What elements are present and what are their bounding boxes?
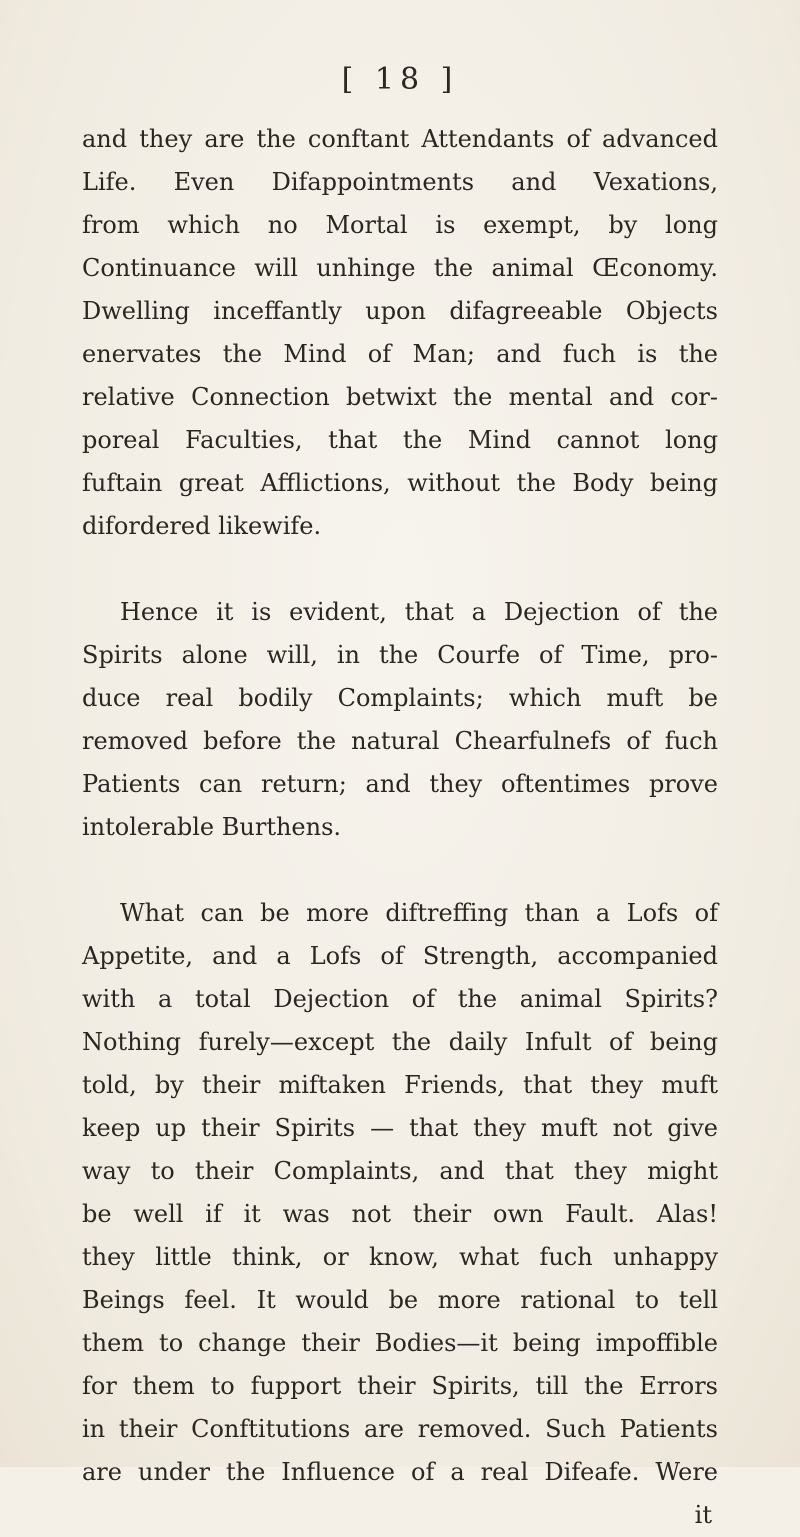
text-line: from which no Mortal is exempt, by long bbox=[82, 211, 718, 239]
text-line: they little think, or know, what fuch unhappy bbox=[82, 1243, 718, 1271]
text-line: Continuance will unhinge the animal Œconomy. bbox=[82, 254, 718, 282]
text-line: Dwelling inceffantly upon difagreeable Objects bbox=[82, 297, 718, 325]
text-line: enervates the Mind of Man; and fuch is the bbox=[82, 340, 718, 368]
catchword: it bbox=[694, 1501, 712, 1529]
text-line: for them to fupport their Spirits, till the Errors bbox=[82, 1372, 718, 1400]
paragraph-gap bbox=[82, 849, 718, 892]
text-line: way to their Complaints, and that they might bbox=[82, 1157, 718, 1185]
text-line: duce real bodily Complaints; which muft be bbox=[82, 684, 718, 712]
text-line: Beings feel. It would be more rational to tell bbox=[82, 1286, 718, 1314]
text-line: Life. Even Difappointments and Vexations, bbox=[82, 168, 718, 196]
text-line: and they are the conftant Attendants of advanced bbox=[82, 125, 718, 153]
text-line: Patients can return; and they oftentimes prove bbox=[82, 770, 718, 798]
text-line: in their Conftitutions are removed. Such Patients bbox=[82, 1415, 718, 1443]
text-line: are under the Influence of a real Difeafe. Were bbox=[82, 1458, 718, 1486]
text-line: with a total Dejection of the animal Spirits? bbox=[82, 985, 718, 1013]
body-text bbox=[82, 118, 718, 1537]
text-line: difordered likewife. bbox=[82, 512, 322, 540]
text-line: removed before the natural Chearfulnefs of fuch bbox=[82, 727, 718, 755]
text-line: Nothing furely—except the daily Infult of being bbox=[82, 1028, 718, 1056]
text-line: Spirits alone will, in the Courfe of Time, pro- bbox=[82, 641, 718, 669]
paragraph-1 bbox=[82, 118, 718, 548]
text-line: told, by their miftaken Friends, that they muft bbox=[82, 1071, 718, 1099]
text-line: intolerable Burthens. bbox=[82, 813, 342, 841]
text-line: poreal Faculties, that the Mind cannot long bbox=[82, 426, 718, 454]
paragraph-gap bbox=[82, 548, 718, 591]
text-line: be well if it was not their own Fault. Alas! bbox=[82, 1200, 718, 1228]
text-line: What can be more diftreffing than a Lofs of bbox=[120, 899, 718, 927]
page-number: [ 18 ] bbox=[341, 62, 459, 97]
text-line: relative Connection betwixt the mental and cor- bbox=[82, 383, 718, 411]
text-line: keep up their Spirits — that they muft not give bbox=[82, 1114, 718, 1142]
paragraph-2 bbox=[82, 591, 718, 849]
text-line: Appetite, and a Lofs of Strength, accompanied bbox=[82, 942, 718, 970]
text-line: them to change their Bodies—it being impoffible bbox=[82, 1329, 718, 1357]
text-line: fuftain great Afflictions, without the Body being bbox=[82, 469, 718, 497]
text-line: Hence it is evident, that a Dejection of the bbox=[120, 598, 718, 626]
paragraph-3 bbox=[82, 892, 718, 1494]
